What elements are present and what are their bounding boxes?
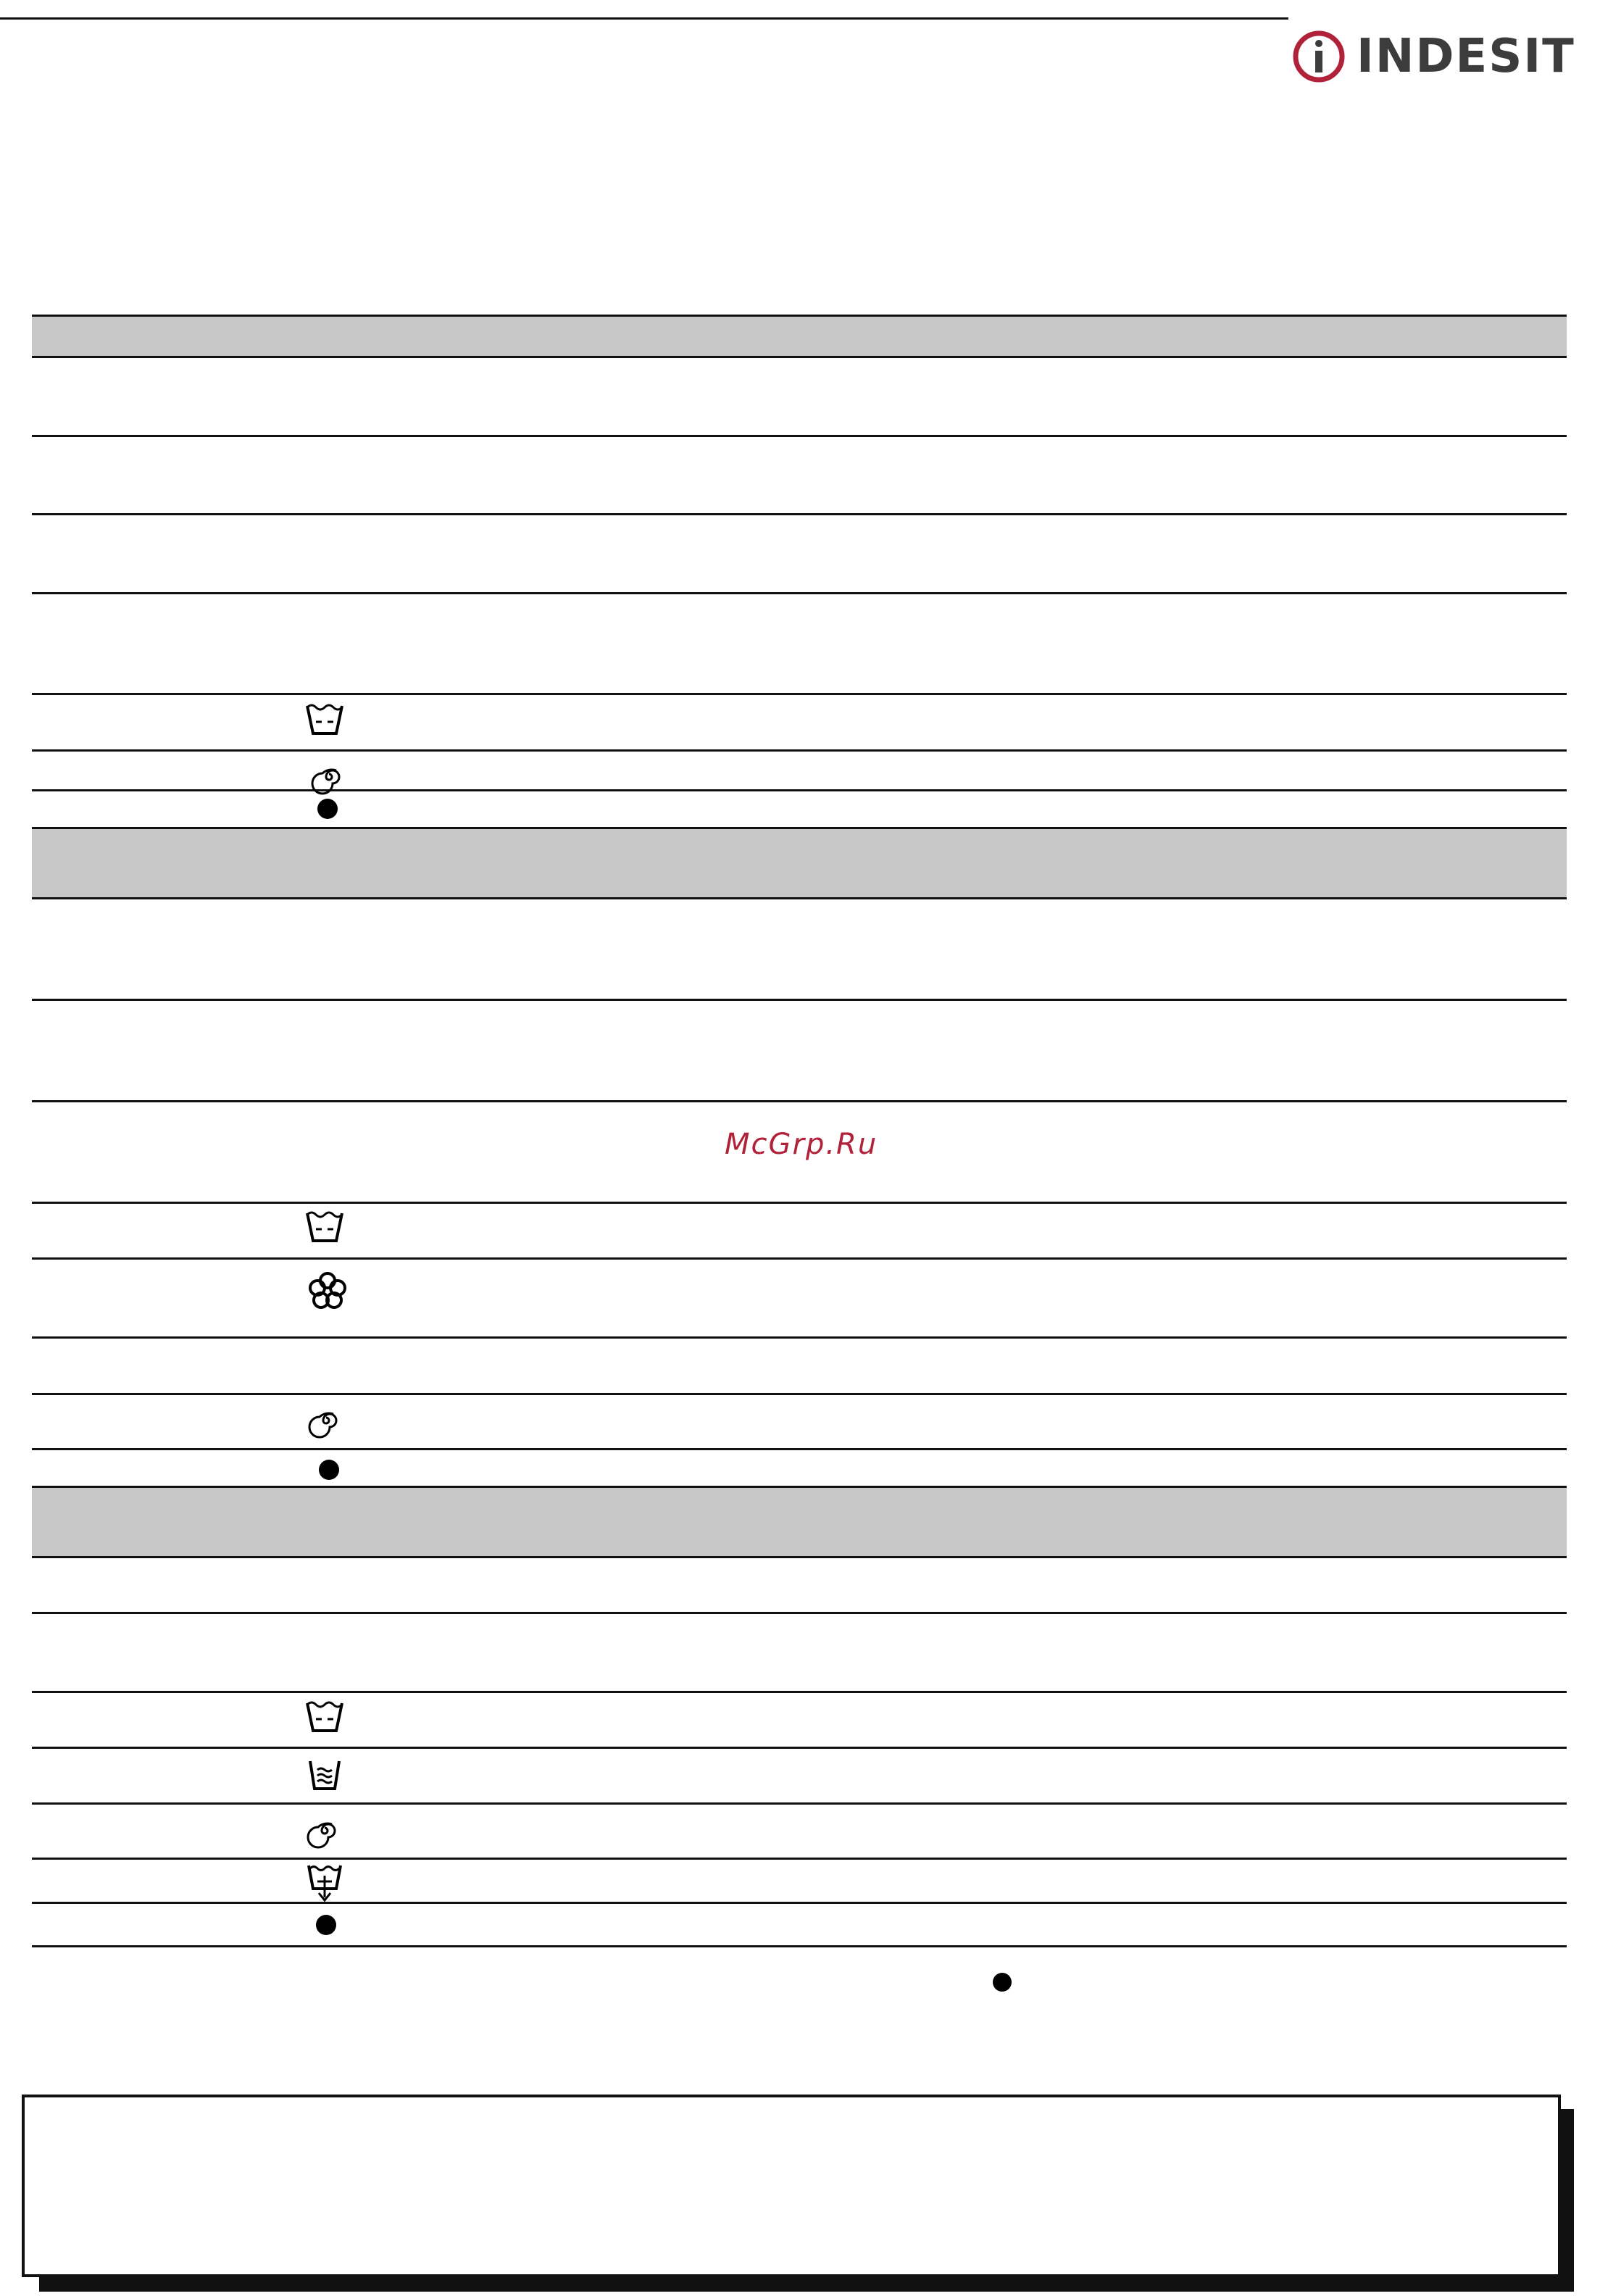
rule bbox=[32, 592, 1567, 594]
brand-name: INDESIT bbox=[1357, 30, 1575, 83]
rule bbox=[32, 1902, 1567, 1904]
rule bbox=[32, 789, 1567, 791]
rule bbox=[32, 1100, 1567, 1102]
rule bbox=[32, 1393, 1567, 1395]
rule bbox=[32, 749, 1567, 752]
rule bbox=[32, 1202, 1567, 1204]
rule bbox=[32, 513, 1567, 515]
rule bbox=[32, 1257, 1567, 1260]
rinse-icon bbox=[303, 699, 346, 742]
rule bbox=[32, 897, 1567, 899]
rule bbox=[32, 1691, 1567, 1693]
table-header-band-3 bbox=[32, 1488, 1567, 1557]
end-dot-icon bbox=[316, 1915, 336, 1935]
rule bbox=[32, 1612, 1567, 1614]
rule bbox=[32, 1556, 1567, 1558]
rule bbox=[32, 1802, 1567, 1805]
table-header-band-2 bbox=[32, 829, 1567, 899]
rule bbox=[32, 1945, 1567, 1947]
softener-flower-icon bbox=[306, 1270, 349, 1313]
rule bbox=[32, 827, 1567, 829]
drain-icon bbox=[303, 1860, 346, 1903]
end-dot-icon bbox=[993, 1973, 1012, 1992]
rinse-icon bbox=[303, 1696, 346, 1739]
spin-icon bbox=[304, 1399, 348, 1442]
rule bbox=[32, 999, 1567, 1001]
rule bbox=[32, 1747, 1567, 1749]
rule bbox=[32, 1486, 1567, 1488]
watermark: McGrp.Ru bbox=[725, 1128, 878, 1161]
end-dot-icon bbox=[317, 799, 338, 819]
rinse-hold-icon bbox=[303, 1754, 346, 1797]
spin-icon bbox=[303, 1809, 346, 1852]
note-box-shadow bbox=[39, 2276, 1574, 2292]
spin-icon bbox=[307, 755, 351, 799]
rule bbox=[32, 1448, 1567, 1450]
rinse-icon bbox=[303, 1206, 346, 1249]
rule bbox=[32, 1858, 1567, 1860]
rule bbox=[32, 693, 1567, 695]
indesit-logo-icon bbox=[1290, 28, 1348, 86]
rule bbox=[32, 435, 1567, 437]
table-header-band-1 bbox=[32, 316, 1567, 357]
rule bbox=[32, 315, 1567, 317]
end-dot-icon bbox=[319, 1460, 339, 1480]
rule bbox=[32, 1336, 1567, 1339]
brand-logo bbox=[1290, 20, 1594, 93]
rule bbox=[32, 356, 1567, 358]
note-box bbox=[22, 2095, 1561, 2277]
top-rule bbox=[0, 17, 1288, 20]
